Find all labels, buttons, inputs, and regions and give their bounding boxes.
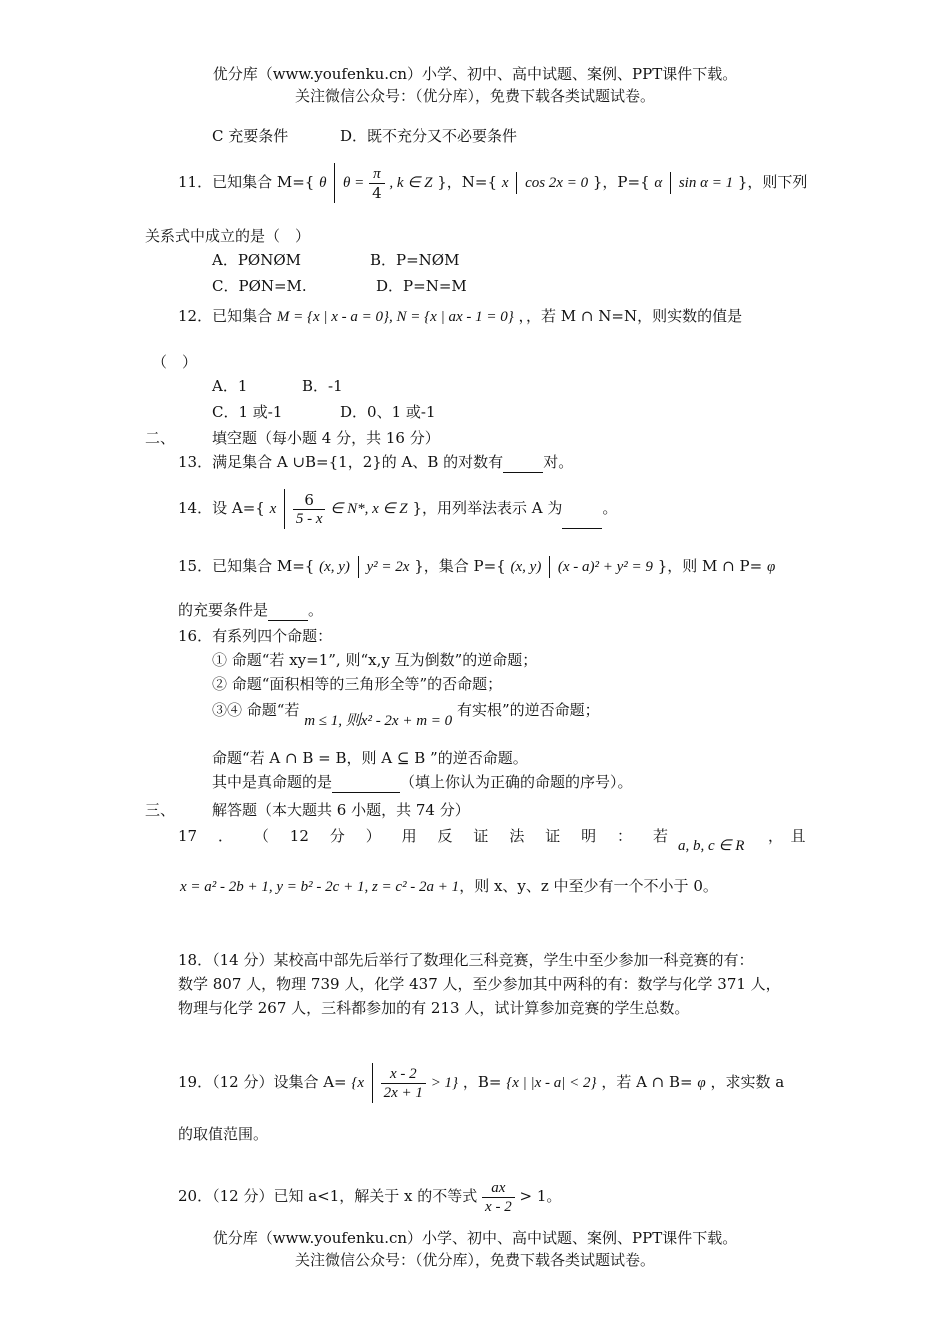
q15-cont [178,600,323,621]
q16-prop-2: ② 命题“面积相等的三角形全等”的否命题； [212,675,503,693]
q16-ask [212,772,633,793]
q20 [178,1176,561,1216]
q15-cont-text: 的充要条件是 [178,601,269,619]
q13-tail: 对。 [543,453,574,471]
q16-prop-1: ① 命题“若 xy=1”, 则“x,y 互为倒数”的逆命题； [212,651,538,669]
q11-n-intro: }，N={ [437,173,498,191]
header-line-1: 优分库（www.youfenku.cn）小学、初中、高中试题、案例、PPT课件下载。 [212,65,738,83]
q19-a-close: > 1} [430,1075,459,1091]
q15-cont-end: 。 [308,601,324,619]
section2-title: 填空题（每小题 4 分，共 16 分） [212,429,440,447]
section3-number: 三、 [145,801,176,819]
q17-and: ， 且 [768,827,806,845]
q11-p-cond: sin α = 1 [678,175,734,191]
q12-option-d: D．0、1 或-1 [340,403,436,421]
q16-ask-text: 其中是真命题的是 [212,773,333,791]
q16-intro: 16．有系列四个命题： [178,627,333,645]
q12-option-b: B．-1 [302,377,343,395]
q11-p-var: α [654,175,663,191]
q19-tail2: ，求实数 a [710,1073,785,1091]
q11-p-intro: }，P={ [592,173,650,191]
q14-fraction: $\frac{6}{5 - x}$ [293,491,326,528]
q13-blank [503,452,543,473]
q19 [178,1062,784,1103]
q14-intro: 14．设 A={ [178,499,265,517]
q10-option-d: D．既不充分又不必要条件 [340,127,518,145]
q19-phi: φ [697,1075,706,1091]
q11-intro: 11．已知集合 M={ [178,173,315,191]
q14 [178,488,617,529]
q15-p-cond: (x - a)² + y² = 9 [557,559,653,575]
header-line-2: 关注微信公众号：（优分库），免费下载各类试题试卷。 [294,87,655,105]
q15-blank [268,600,308,621]
q11-option-c: C．PØN=M. [212,277,307,295]
q19-fraction: $\frac{x - 2}{2x + 1}$ [381,1065,426,1102]
q18-line-3: 物理与化学 267 人，三科都参加的有 213 人，试计算参加竞赛的学生总数。 [178,999,690,1017]
q13 [178,452,573,473]
q11-option-d: D．P=N=M [376,277,467,295]
q18-line-1: 18．（14 分）某校高中部先后举行了数理化三科竞赛，学生中至少参加一科竞赛的有： [178,951,754,969]
q11-stem [178,162,807,203]
q11-n-cond: cos 2x = 0 [525,175,589,191]
q17-expr-line [180,876,718,897]
section2-number: 二、 [145,429,176,447]
q14-var: x [269,501,277,517]
q17-head: 17 ． （ 12 分 ） 用 反 证 法 证 明 ： 若 [178,827,668,845]
q15-m-cond: y² = 2x [366,559,410,575]
footer-line-2: 关注微信公众号：（优分库），免费下载各类试题试卷。 [294,1251,655,1269]
q20-tail: > 1。 [519,1187,562,1205]
q11-tail: }，则下列 [737,173,808,191]
q11-option-b: B．P=NØM [370,251,460,269]
q11-n-var: x [501,175,509,191]
q10-option-c: C 充要条件 [212,127,289,145]
q11-pi-over-4: $\frac{\pi}{4}$ [369,165,385,202]
q14-tail: }，用列举法表示 A 为 [412,499,563,517]
q19-b-intro: ，B= [462,1073,502,1091]
q15-mid: }，集合 P={ [414,557,506,575]
q16-prop-3-post: 有实根”的逆否命题； [456,701,600,719]
q17-expr: x = a² - 2b + 1, y = b² - 2c + 1, z = c² - 2a + 1 [180,879,460,895]
q16-prop-3-pre: ③④ 命题“若 [212,701,300,719]
q12-stem [178,306,742,327]
q12-option-a: A．1 [212,377,248,395]
q19-cont: 的取值范围。 [178,1125,269,1143]
q14-cond: ∈ N*, x ∈ Z [330,501,408,517]
q11-m-cond-lhs: θ = [343,175,365,191]
q15 [178,556,775,578]
q11-m-var: θ [319,175,327,191]
q13-text: 13．满足集合 A ∪B={1，2}的 A、B 的对数有 [178,453,504,471]
q12-sets: M = {x | x - a = 0}, N = {x | ax - 1 = 0} [276,309,514,325]
q20-fraction: $\frac{ax}{x - 2}$ [482,1179,515,1216]
q15-phi: φ [766,559,776,575]
q12-option-c: C．1 或-1 [212,403,283,421]
q19-b-set: {x | |x - a| < 2} [506,1075,597,1091]
q19-a-open: {x [351,1075,365,1091]
q14-blank [562,488,602,529]
q19-tail: ，若 A ∩ B= [601,1073,693,1091]
q14-end: 。 [602,499,618,517]
q12-tail: ，，若 M ∩ N=N，则实数的值是 [518,307,743,325]
q16-ask-tail: （填上你认为正确的命题的序号）。 [400,773,633,791]
q11-option-a: A．PØNØM [212,251,302,269]
q16-prop-3-math: m ≤ 1, 则x² - 2x + m = 0 [304,713,453,729]
q15-m-pair: (x, y) [319,559,350,575]
q17-cond: a, b, c ∈ R [678,838,745,854]
q16-prop-3 [212,700,600,729]
q17-tail: ，则 x、y、z 中至少有一个不小于 0。 [459,877,718,895]
q11-cont: 关系式中成立的是（ ） [145,227,311,245]
q19-intro: 19．（12 分）设集合 A= [178,1073,347,1091]
q20-intro: 20．（12 分）已知 a<1，解关于 x 的不等式 [178,1187,478,1205]
q15-intro: 15．已知集合 M={ [178,557,315,575]
q18-line-2: 数学 807 人，物理 739 人，化学 437 人，至少参加其中两科的有：数学与化学 371 人， [178,975,781,993]
q11-m-cond-rhs: , k ∈ Z [389,175,433,191]
q16-prop-4: 命题“若 A ∩ B = B，则 A ⊆ B ”的逆否命题。 [212,749,528,767]
q12-cont: （ ） [152,353,198,371]
q15-tail: }，则 M ∩ P= [657,557,763,575]
footer-line-1: 优分库（www.youfenku.cn）小学、初中、高中试题、案例、PPT课件下载。 [212,1229,738,1247]
section3-title: 解答题（本大题共 6 小题，共 74 分） [212,801,470,819]
q16-blank [332,772,400,793]
q15-p-pair: (x, y) [510,559,542,575]
q12-intro: 12．已知集合 [178,307,273,325]
